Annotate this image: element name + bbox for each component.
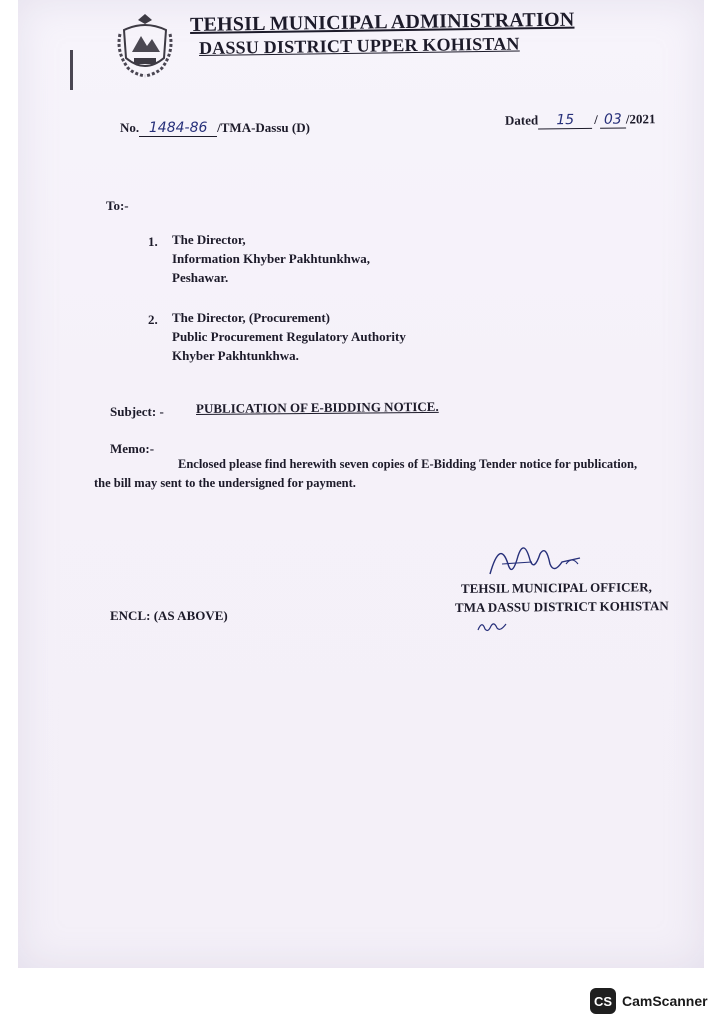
margin-mark bbox=[70, 50, 73, 90]
addressee-2-number: 2. bbox=[148, 312, 158, 327]
signature-icon bbox=[480, 534, 588, 584]
letter-page bbox=[18, 0, 704, 968]
date-year: /2021 bbox=[625, 111, 656, 127]
subject-text: PUBLICATION OF E-BIDDING NOTICE. bbox=[195, 398, 439, 416]
header-line-1: TEHSIL MUNICIPAL ADMINISTRATION bbox=[189, 8, 575, 36]
reference-prefix: No. bbox=[120, 120, 140, 135]
date-label: Dated bbox=[504, 112, 539, 128]
camscanner-logo-icon: CS bbox=[590, 988, 616, 1014]
camscanner-watermark bbox=[590, 988, 708, 1014]
government-emblem-icon bbox=[114, 12, 176, 80]
header-line-2: DASSU DISTRICT UPPER KOHISTAN bbox=[198, 33, 520, 58]
memo-line-2: the bill may sent to the undersigned for payment. bbox=[94, 476, 356, 490]
handwritten-reference-number: 1484-86 bbox=[139, 120, 217, 137]
handwritten-date-month: 03 bbox=[600, 112, 626, 129]
signatory-title-line-2: TMA DASSU DISTRICT KOHISTAN bbox=[454, 598, 669, 615]
reference-suffix: /TMA-Dassu (D) bbox=[217, 120, 310, 135]
addressee-2-line-1: The Director, (Procurement) bbox=[172, 310, 330, 325]
memo-line-1: Enclosed please find herewith seven copies of E-Bidding Tender notice for publication, bbox=[178, 457, 638, 471]
camscanner-label: CamScanner bbox=[622, 993, 708, 1009]
addressee-1-line-2: Information Khyber Pakhtunkhwa, bbox=[172, 251, 371, 266]
memo-label: Memo:- bbox=[110, 441, 155, 456]
handwritten-date-day: 15 bbox=[538, 112, 592, 130]
signatory-title-line-1: TEHSIL MUNICIPAL OFFICER, bbox=[460, 579, 652, 596]
addressee-1-line-3: Peshawar. bbox=[172, 270, 229, 285]
reference-number bbox=[120, 120, 310, 137]
addressee-1-line-1: The Director, bbox=[172, 232, 246, 247]
addressee-2-line-3: Khyber Pakhtunkhwa. bbox=[172, 348, 299, 363]
addressee-1-number: 1. bbox=[148, 234, 158, 249]
to-label: To:- bbox=[106, 198, 129, 213]
enclosure-note: ENCL: (AS ABOVE) bbox=[110, 608, 228, 623]
initials-mark-icon bbox=[476, 618, 510, 634]
date-line: Dated 15 / 03 /2021 bbox=[504, 111, 656, 129]
addressee-2-line-2: Public Procurement Regulatory Authority bbox=[172, 329, 406, 344]
subject-label: Subject: - bbox=[110, 404, 164, 419]
